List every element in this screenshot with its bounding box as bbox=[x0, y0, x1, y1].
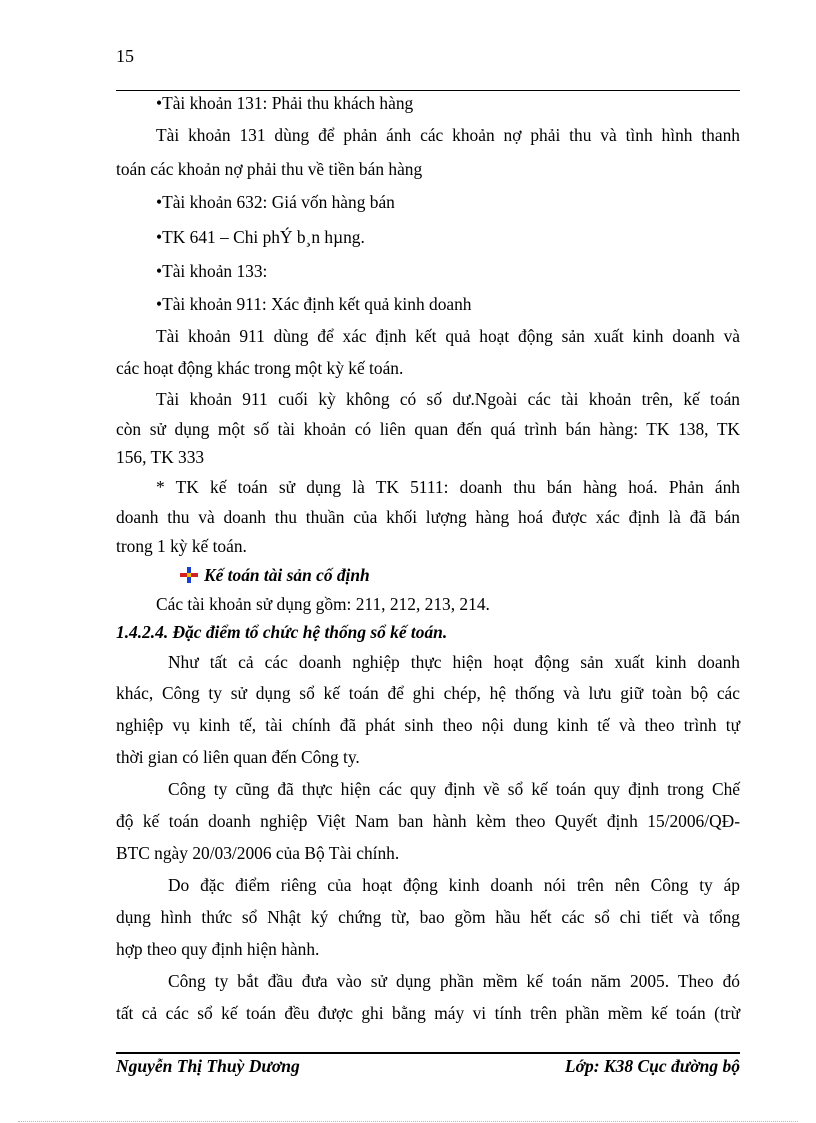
page-bottom-border bbox=[18, 1121, 798, 1122]
paragraph-line: các hoạt động khác trong một kỳ kế toán. bbox=[116, 358, 404, 378]
paragraph-line: hợp theo quy định hiện hành. bbox=[116, 939, 320, 959]
bullet-account-131: •Tài khoản 131: Phải thu khách hàng bbox=[156, 93, 414, 113]
paragraph-line: BTC ngày 20/03/2006 của Bộ Tài chính. bbox=[116, 843, 400, 863]
paragraph-line: toán các khoản nợ phải thu về tiền bán hàng bbox=[116, 159, 423, 179]
paragraph-line: * TK kế toán sử dụng là TK 5111: doanh thu bán hàng hoá. Phản ánh bbox=[156, 477, 740, 497]
paragraph-line: Tài khoản 131 dùng để phản ánh các khoản nợ phải thu và tình hình thanh bbox=[156, 125, 740, 145]
paragraph-line: Công ty bắt đầu đưa vào sử dụng phần mềm kế toán năm 2005. Theo đó bbox=[168, 971, 740, 991]
paragraph-line: Tài khoản 911 dùng để xác định kết quả hoạt động sản xuất kinh doanh và bbox=[156, 326, 740, 346]
bullet-account-133: •Tài khoản 133: bbox=[156, 261, 268, 281]
paragraph-line: Tài khoản 911 cuối kỳ không có số dư.Ngoài các tài khoản trên, kế toán bbox=[156, 389, 740, 409]
page-number: 15 bbox=[116, 46, 134, 66]
arrow-bullet-icon bbox=[180, 567, 198, 583]
bullet-tk-641: •TK 641 – Chi phÝ b¸n hµng. bbox=[156, 227, 365, 247]
paragraph-line: khác, Công ty sử dụng sổ kế toán để ghi chép, hệ thống và lưu giữ toàn bộ các bbox=[116, 683, 740, 703]
paragraph-line: còn sử dụng một số tài khoản có liên quan đến quá trình bán hàng: TK 138, TK bbox=[116, 419, 740, 439]
paragraph-line: 156, TK 333 bbox=[116, 447, 205, 467]
footer-rule bbox=[116, 1052, 740, 1054]
paragraph-line: Như tất cả các doanh nghiệp thực hiện hoạt động sản xuất kinh doanh bbox=[168, 652, 740, 672]
paragraph-line: Do đặc điểm riêng của hoạt động kinh doanh nói trên nên Công ty áp bbox=[168, 875, 740, 895]
paragraph-line: doanh thu và doanh thu thuần của khối lượng hàng hoá được xác định là đã bán bbox=[116, 507, 740, 527]
paragraph-line: nghiệp vụ kinh tế, tài chính đã phát sinh theo nội dung kinh tế và theo trình tự bbox=[116, 715, 740, 735]
section-heading-fixed-assets bbox=[180, 565, 370, 586]
section-heading-label: Kế toán tài sản cố định bbox=[204, 565, 370, 585]
paragraph-line: thời gian có liên quan đến Công ty. bbox=[116, 747, 360, 767]
bullet-account-632: •Tài khoản 632: Giá vốn hàng bán bbox=[156, 192, 395, 212]
header-rule bbox=[116, 90, 740, 91]
bullet-account-911: •Tài khoản 911: Xác định kết quả kinh doanh bbox=[156, 294, 472, 314]
paragraph-line: trong 1 kỳ kế toán. bbox=[116, 536, 247, 556]
footer-author: Nguyễn Thị Thuỳ Dương bbox=[116, 1056, 300, 1076]
paragraph-line: Công ty cũng đã thực hiện các quy định về sổ kế toán quy định trong Chế bbox=[168, 779, 740, 799]
paragraph-line: tất cả các sổ kế toán đều được ghi bằng máy vi tính trên phần mềm kế toán (trừ bbox=[116, 1003, 740, 1023]
paragraph-line: Các tài khoản sử dụng gồm: 211, 212, 213, 214. bbox=[156, 594, 490, 614]
subsection-heading: 1.4.2.4. Đặc điểm tổ chức hệ thống sổ kế toán. bbox=[116, 622, 448, 642]
paragraph-line: dụng hình thức sổ Nhật ký chứng từ, bao gồm hầu hết các sổ chi tiết và tổng bbox=[116, 907, 740, 927]
footer-class-label: Lớp: K38 Cục đường bộ bbox=[564, 1056, 740, 1076]
paragraph-line: độ kế toán doanh nghiệp Việt Nam ban hành kèm theo Quyết định 15/2006/QĐ- bbox=[116, 811, 740, 831]
